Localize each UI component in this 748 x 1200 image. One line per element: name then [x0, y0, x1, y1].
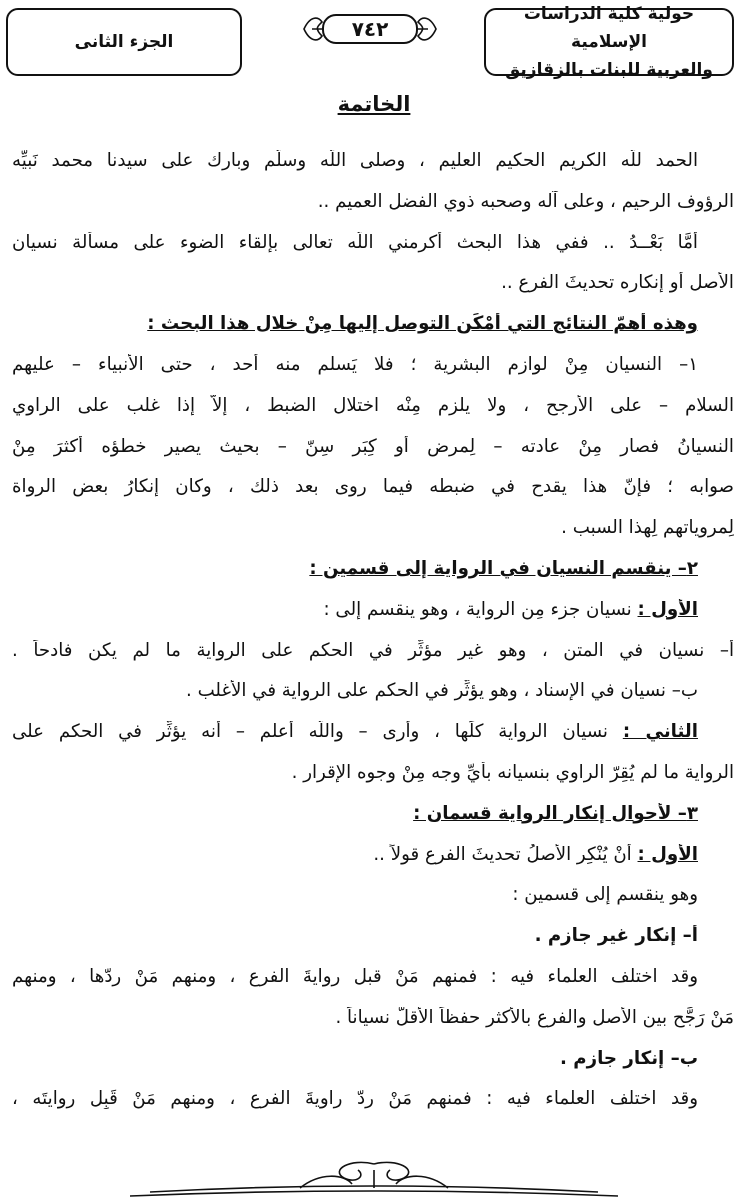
part-label: الجزء الثانى — [74, 32, 174, 52]
journal-title-box — [484, 4, 734, 80]
text-line: الأول : نسيان جزء مِن الرواية ، وهو ينقسم إلى : — [323, 598, 698, 620]
text-line: أ– نسيان في المتن ، وهو غير مؤثِّر في الحكم على الرواية ما لم يكن فادحاً . — [12, 639, 734, 661]
text-line: أ– إنكار غير جازم . — [534, 925, 698, 947]
text-line: النسيانُ فصار مِنْ عادته – لِمرض أو كِبَر سِنّ – بحيث يصير خطؤه أكثرَ مِنْ — [12, 435, 734, 457]
page-number: ٧٤٢ — [346, 17, 395, 41]
text-line: وقد اختلف العلماء فيه : فمنهم مَنْ ردّ راويةَ الفرع ، ومنهم مَنْ قَبِل روايتَه ، — [12, 1088, 698, 1110]
text-line: ٣– لأحوال إنكار الرواية قسمان : — [413, 802, 698, 824]
text-line: السلام – على الأرجح ، ولا يلزم مِنْه اختلال الضبط ، إلاَّ إذا غلب على الراوي — [12, 394, 734, 416]
journal-title-line1: حولية كلية الدراسات الإسلامية — [523, 4, 695, 52]
footer-ornament-icon — [0, 1156, 748, 1200]
part-label-box — [6, 8, 242, 76]
text-line: الثاني : نسيان الرواية كلِّها ، وأرى – واللَّه أعلم – أنه يؤثِّر في الحكم على — [12, 721, 698, 743]
text-line: الرؤوف الرحيم ، وعلى آله وصحبه ذوي الفضل العميم .. — [317, 190, 734, 212]
text-line: ١– النسيان مِنْ لوازم البشرية ؛ فلا يَسلم منه أحد ، حتى الأنبياء – عليهم — [12, 354, 698, 375]
text-line: ٢– ينقسم النسيان في الرواية إلى قسمين : — [309, 558, 698, 579]
text-line: صوابه ؛ فإنّ هذا يقدح في ضبطه فيما روى بعد ذلك ، وكان إنكارُ بعض الرواة — [12, 476, 734, 498]
text-line: وقد اختلف العلماء فيه : فمنهم مَنْ قبل روايةَ الفرع ، ومنهم مَنْ ردّها ، ومنهم — [12, 966, 698, 987]
section-title: الخاتمة — [337, 92, 411, 116]
page-number-frame — [298, 8, 442, 50]
text-line: الأصل أو إنكاره تحديثَ الفرع .. — [501, 272, 734, 294]
text-line: ب– إنكار جازم . — [560, 1047, 698, 1069]
text-line: ب– نسيان في الإسناد ، وهو يؤثِّر في الحكم على الرواية في الأغلب . — [186, 680, 698, 702]
text-line: الرواية ما لم يُقِرّ الراوي بنسيانه بأيِّ وجه مِنْ وجوه الإقرار . — [291, 762, 734, 783]
text-line: أمَّا بَعْــدُ .. ففي هذا البحث أكرمني اللَّه تعالى بإلقاء الضوء على مسألة نسيان — [12, 231, 698, 253]
text-line: وهذه أهمّ النتائج التي أَمْكَن التوصل إليها مِنْ خلال هذا البحث : — [147, 313, 698, 335]
text-line: وهو ينقسم إلى قسمين : — [512, 884, 698, 906]
text-line: لِمروياتهم لِهذا السبب . — [561, 517, 734, 539]
journal-title-line2: والعربية للبنات بالزقازيق — [505, 60, 713, 80]
text-line: الحمد للَّه الكريم الحكيم العليم ، وصلى اللَّه وسلَّم وبارك على سيدنا محمد نَبيِّه — [12, 150, 698, 171]
text-line: مَنْ رَجَّح بين الأصل والفرع بالأكثر حفظاً الأقلّ نسياناً . — [335, 1006, 734, 1028]
text-line: الأول : أنْ يُنْكِر الأصلُ تحديثَ الفرع قولاً .. — [373, 843, 698, 865]
